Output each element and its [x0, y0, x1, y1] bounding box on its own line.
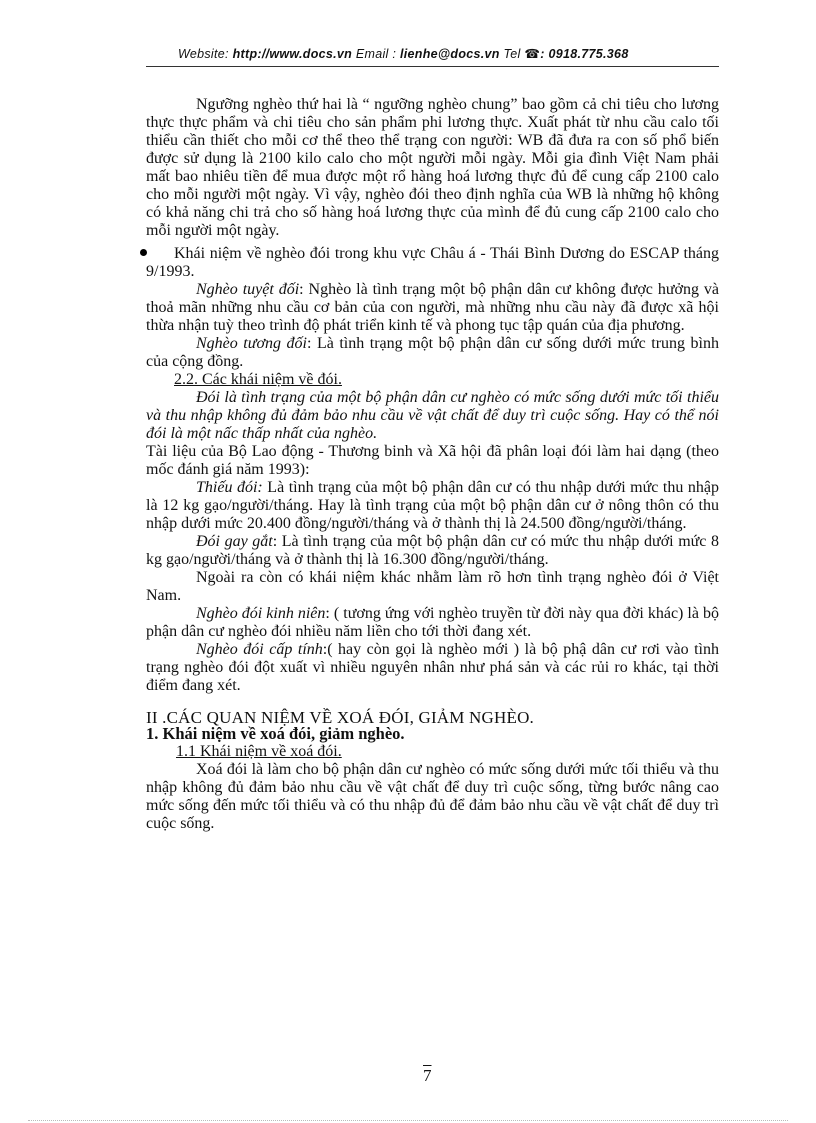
website-label: Website:	[178, 47, 233, 61]
term: Nghèo đói kinh niên	[196, 605, 326, 622]
page-bottom-border	[28, 1120, 788, 1121]
paragraph: Ngưỡng nghèo thứ hai là “ ngưỡng nghèo chung” bao gồm cả chi tiêu cho lương thực thực phẩm và chi tiêu cho sản phẩm phi lương thực. Xuất phát từ nhu cầu calo tối thiểu cần thiết cho mỗi cơ thể theo thể trạng con người: WB đã đưa ra con số phổ biến được sử dụng là 2100 kilo calo cho một người mỗi ngày. Mỗi gia đình Việt Nam phải mất bao nhiêu tiền để mua được một rổ hàng hoá lương thực đủ để cung cấp 2100 calo cho mỗi người một ngày. Vì vậy, nghèo đói theo định nghĩa của WB là những hộ không có khả năng chi trả cho số hàng hoá lương thực của mình để đủ cung cấp 2100 calo cho mỗi người một ngày.	[146, 96, 719, 239]
paragraph: Tài liệu của Bộ Lao động - Thương binh và Xã hội đã phân loại đói làm hai dạng (theo mốc đánh giá năm 1993):	[146, 443, 719, 478]
definition-paragraph	[146, 479, 719, 533]
term: Đói gay gắt	[196, 533, 273, 550]
paragraph: Khái niệm về nghèo đói trong khu vực Châu á - Thái Bình Dương do ESCAP tháng 9/1993.	[146, 245, 719, 280]
definition: : Nghèo là tình trạng một bộ phận dân cư không được hưởng và thoả mãn những nhu cầu cơ bản của con người, mà những nhu cầu này đã được xã hội thừa nhận tuỳ theo trình độ phát triển kinh tế và phong tục tập quán của địa phương.	[146, 281, 720, 334]
term: Nghèo tương đối	[196, 335, 307, 352]
chapter-heading: II .CÁC QUAN NIỆM VỀ XOÁ ĐÓI, GIẢM NGHÈO.	[146, 708, 534, 727]
paragraph: Đói là tình trạng của một bộ phận dân cư nghèo có mức sống dưới mức tối thiểu và thu nhập không đủ đảm bảo nhu cầu về vật chất để duy trì cuộc sống. Hay có thể nói đói là một nấc thấp nhất của nghèo.	[146, 389, 719, 442]
bullet-icon	[140, 249, 147, 256]
definition-paragraph	[146, 605, 719, 641]
definition-paragraph	[146, 281, 719, 335]
term: Nghèo tuyệt đối	[196, 281, 300, 298]
definition: : ( tương ứng với nghèo truyền từ đời này qua đời khác) là bộ phận dân cư nghèo đói nhiều năm liền cho tới thời đang xét.	[146, 605, 720, 640]
page-number: 7	[423, 1066, 432, 1085]
email-label: Email :	[352, 47, 400, 61]
term: Nghèo đói cấp tính	[196, 641, 323, 658]
definition-paragraph	[146, 335, 719, 371]
website-link[interactable]: http://www.docs.vn	[232, 47, 353, 61]
email-link[interactable]: lienhe@docs.vn	[399, 47, 500, 61]
page-header	[178, 46, 678, 61]
definition: Là tình trạng của một bộ phận dân cư có thu nhập dưới mức thu nhập là 12 kg gạo/người/tháng. Hay là tình trạng của một bộ phận dân cư ở nông thôn có thu nhập dưới mức 20.400 đồng/người/tháng và ở thành thị là 24.500 đồng/người/tháng.	[146, 479, 720, 532]
definition: : Là tình trạng một bộ phận dân cư sống dưới mức trung bình của cộng đồng.	[146, 335, 719, 370]
definition: : Là tình trạng của một bộ phận dân cư có mức thu nhập dưới mức 8 kg gạo/người/tháng và ở thành thị là 16.300 đồng/người/tháng.	[146, 533, 719, 568]
paragraph: Xoá đói là làm cho bộ phận dân cư nghèo có mức sống dưới mức tối thiểu và thu nhập không đủ đảm bảo nhu cầu về vật chất để duy trì cuộc sống, từng bước nâng cao mức sống đến mức tối thiểu và có thu nhập đủ để đảm bảo nhu cầu về vật chất để duy trì cuộc sống.	[146, 761, 719, 832]
subsection-heading: 1.1 Khái niệm về xoá đói.	[176, 743, 342, 760]
tel-label: Tel	[499, 47, 525, 61]
bullet-item	[146, 245, 719, 281]
section-heading: 1. Khái niệm về xoá đói, giảm nghèo.	[146, 724, 405, 743]
definition-paragraph	[146, 533, 719, 569]
paragraph: Ngoài ra còn có khái niệm khác nhằm làm rõ hơn tình trạng nghèo đói ở Việt Nam.	[146, 569, 719, 604]
term: Thiếu đói:	[196, 479, 263, 496]
phone-icon: ☎	[524, 47, 541, 61]
definition: :( hay còn gọi là nghèo mới ) là bộ phậ dân cư rơi vào tình trạng nghèo đói đột xuất vì nhiều nguyên nhân như phá sản và các rủi ro khác, tại thời điểm đang xét.	[146, 641, 719, 694]
header-divider	[146, 66, 719, 67]
section-heading: 2.2. Các khái niệm về đói.	[174, 371, 342, 388]
tel-number: : 0918.775.368	[540, 47, 629, 61]
definition-paragraph	[146, 641, 719, 695]
document-body	[146, 96, 719, 833]
